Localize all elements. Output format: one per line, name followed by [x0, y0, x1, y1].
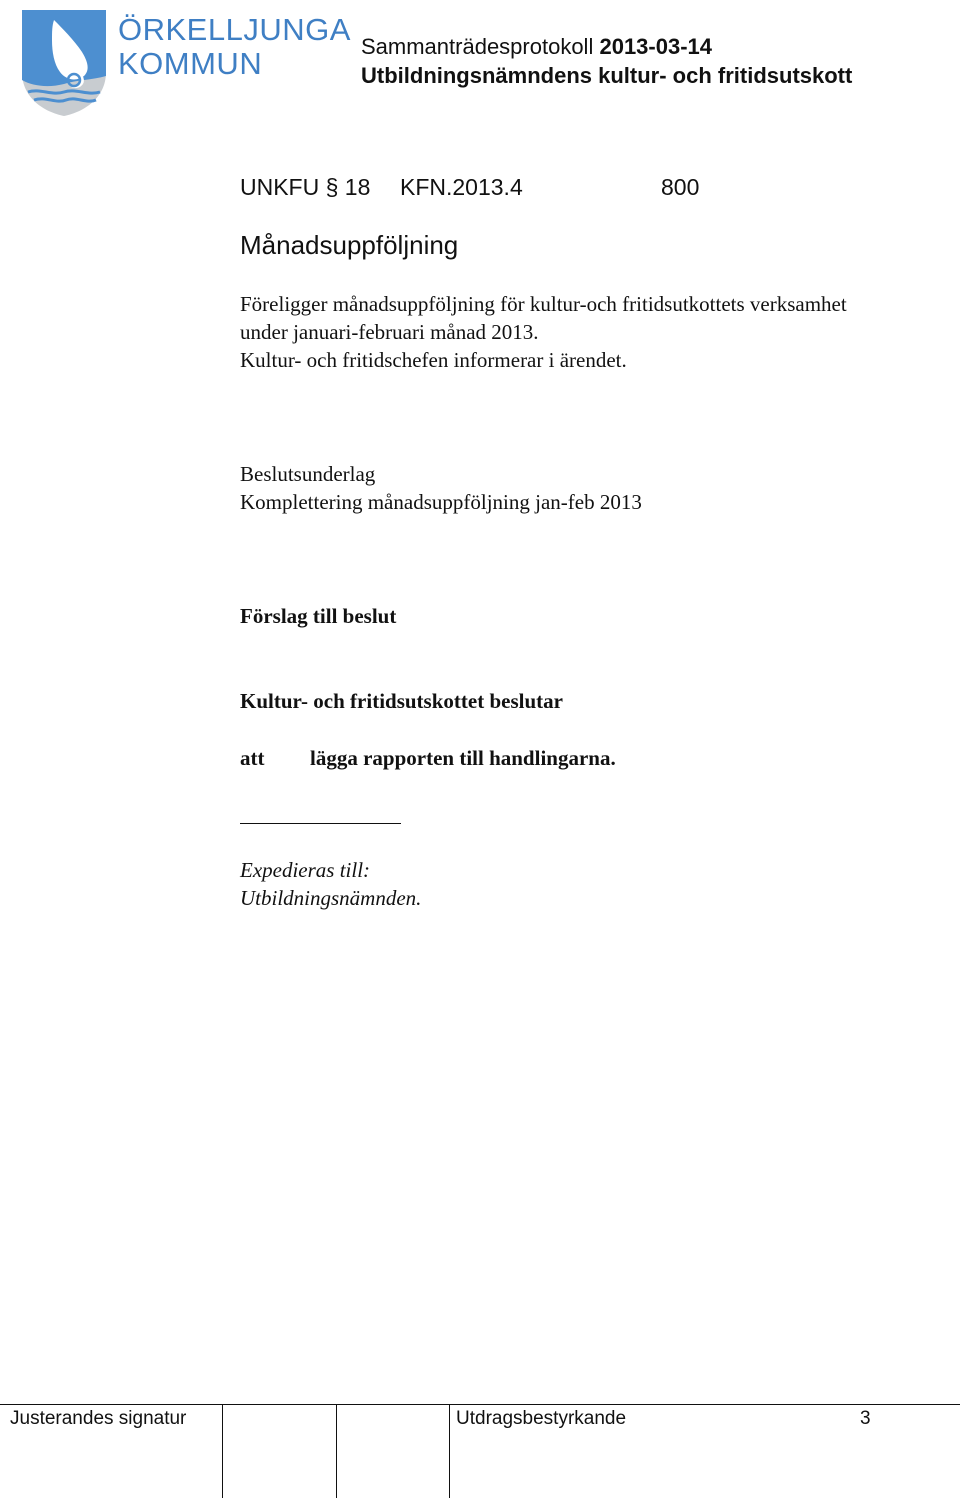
decision-text: lägga rapporten till handlingarna. [310, 746, 616, 770]
municipality-logo [18, 6, 351, 118]
decision-att: att [240, 746, 265, 770]
decision-heading: Kultur- och fritidsutskottet beslutar [240, 689, 563, 713]
footer-column-divider [336, 1404, 337, 1498]
meeting-date: 2013-03-14 [599, 34, 713, 59]
page-number: 3 [860, 1408, 871, 1429]
case-number: 800 [661, 174, 700, 200]
committee-name: Utbildningsnämndens kultur- och fritidsutskott [361, 63, 853, 88]
protocol-title [361, 34, 712, 60]
coat-of-arms-icon [18, 6, 110, 116]
body-line: Kultur- och fritidschefen informerar i ärendet. [240, 348, 627, 372]
signature-footer [0, 1404, 960, 1498]
footer-column-divider [449, 1404, 450, 1498]
logo-kommun-line: KOMMUN [118, 46, 263, 81]
certificate-label: Utdragsbestyrkande [456, 1408, 627, 1429]
beslutsunderlag-item: Komplettering månadsuppföljning jan-feb 2013 [240, 490, 642, 514]
beslutsunderlag-heading: Beslutsunderlag [240, 462, 376, 486]
signature-label: Justerandes signatur [10, 1408, 187, 1429]
logo-name-line: ÖRKELLJUNGA [118, 12, 351, 47]
page-title: Månadsuppföljning [240, 230, 459, 260]
proposal-heading: Förslag till beslut [240, 604, 397, 628]
divider [240, 823, 401, 824]
body-line: under januari-februari månad 2013. [240, 320, 539, 344]
case-reference: UNKFU § 18 [240, 174, 371, 200]
protocol-label: Sammanträdesprotokoll [361, 34, 594, 59]
body-line: Föreligger månadsuppföljning för kultur-och fritidsutkottets verksamhet [240, 292, 847, 316]
footer-column-divider [222, 1404, 223, 1498]
expedieras-recipient: Utbildningsnämnden. [240, 886, 422, 910]
diary-number: KFN.2013.4 [400, 174, 523, 200]
expedieras-label: Expedieras till: [240, 858, 371, 882]
footer-top-rule [0, 1404, 960, 1405]
